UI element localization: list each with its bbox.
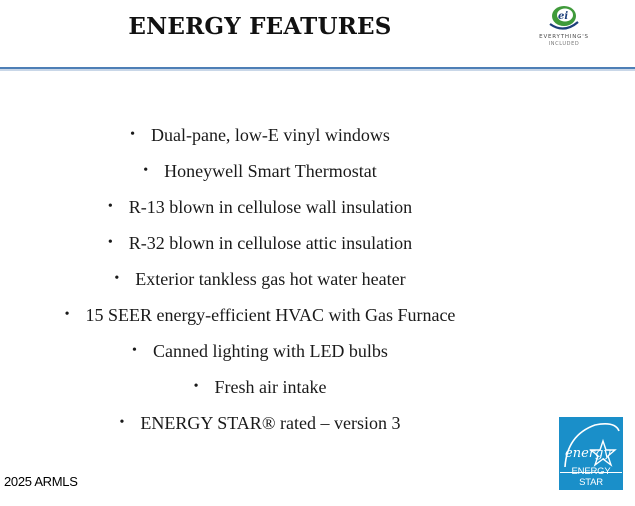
feature-item (0, 225, 520, 261)
feature-item (0, 189, 520, 225)
bullet-icon: • (107, 199, 113, 214)
brand-logo-line2: INCLUDED (548, 41, 580, 47)
bullet-icon: • (132, 343, 137, 358)
ei-leaf-logo-icon (548, 4, 580, 32)
energy-star-logo (559, 417, 623, 490)
feature-label: ENERGY STAR® rated – version 3 (140, 412, 401, 433)
feature-label: 15 SEER energy-efficient HVAC with Gas Furnace (85, 304, 456, 325)
feature-item (0, 369, 520, 405)
bullet-icon: • (64, 307, 70, 322)
feature-label: Exterior tankless gas hot water heater (135, 268, 406, 289)
everythings-included-logo (528, 4, 600, 54)
svg-text:ei: ei (558, 11, 569, 22)
page-title: ENERGY FEATURES (128, 13, 392, 40)
energy-star-label: ENERGY STAR (571, 466, 611, 488)
feature-item (0, 333, 520, 369)
svg-text:energy: energy (565, 446, 611, 461)
feature-label: Canned lighting with LED bulbs (152, 340, 388, 361)
feature-item (0, 405, 520, 441)
copyright-notice: 2025 ARMLS (4, 474, 78, 489)
bullet-icon: • (143, 163, 149, 178)
feature-label: Dual-pane, low-E vinyl windows (150, 124, 390, 145)
feature-label: Honeywell Smart Thermostat (164, 160, 377, 181)
feature-item (0, 297, 520, 333)
brand-logo-line1: EVERYTHING'S (539, 34, 589, 40)
bullet-icon: • (193, 379, 199, 394)
feature-item (0, 261, 520, 297)
header-divider-shadow (0, 69, 635, 71)
bullet-icon: • (130, 127, 135, 142)
feature-item (0, 117, 520, 153)
energy-features-list (0, 117, 520, 441)
feature-label: R-32 blown in cellulose attic insulation (128, 232, 413, 253)
feature-item (0, 153, 520, 189)
bullet-icon: • (114, 271, 120, 286)
feature-label: R-13 blown in cellulose wall insulation (128, 196, 413, 217)
bullet-icon: • (107, 235, 113, 250)
bullet-icon: • (119, 415, 125, 430)
feature-label: Fresh air intake (214, 376, 327, 397)
